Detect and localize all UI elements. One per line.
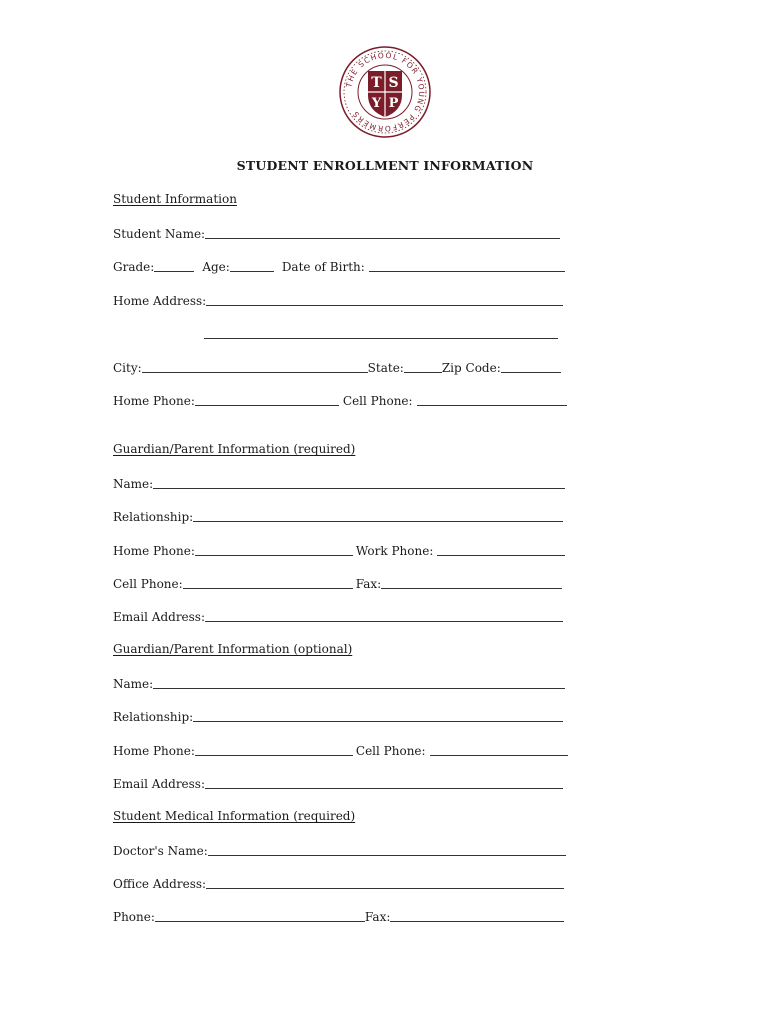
svg-text:P: P [388, 96, 399, 111]
guardian-optional-heading: Guardian/Parent Information (optional) [113, 642, 353, 656]
medical-heading: Student Medical Information (required) [113, 809, 356, 823]
student-home-phone-label: Home Phone: [113, 394, 195, 408]
svg-text:Y: Y [371, 96, 382, 111]
guardian2-home-phone-label: Home Phone: [113, 744, 195, 758]
guardian1-email-label: Email Address: [113, 610, 206, 624]
city-label: City: [113, 361, 142, 375]
home-address-line2-field[interactable] [204, 338, 558, 339]
guardian2-cell-phone-field[interactable] [430, 755, 568, 756]
medical-phone-label: Phone: [113, 910, 155, 924]
guardian2-relationship-field[interactable] [193, 721, 563, 722]
zip-field[interactable] [501, 372, 561, 373]
home-address-row [113, 289, 563, 309]
state-field[interactable] [404, 372, 442, 373]
school-logo [338, 45, 432, 139]
dob-label: Date of Birth: [281, 260, 365, 274]
home-address-field[interactable] [206, 305, 563, 306]
student-name-field[interactable] [205, 238, 560, 239]
guardian1-phones-row [113, 539, 565, 559]
guardian1-cell-phone-label: Cell Phone: [113, 577, 183, 591]
form-title: STUDENT ENROLLMENT INFORMATION [236, 158, 534, 173]
guardian1-name-field[interactable] [153, 488, 565, 489]
student-info-heading: Student Information [113, 192, 237, 206]
guardian2-email-field[interactable] [205, 788, 563, 789]
doctor-name-label: Doctor's Name: [113, 844, 208, 858]
grade-age-dob-row [113, 255, 565, 275]
age-label: Age: [202, 260, 230, 274]
guardian1-relationship-row [113, 505, 563, 525]
guardian1-email-row [113, 605, 563, 625]
grade-label: Grade: [113, 260, 155, 274]
guardian2-name-row [113, 672, 565, 692]
guardian1-relationship-field[interactable] [193, 521, 563, 522]
guardian1-relationship-label: Relationship: [113, 510, 194, 524]
guardian1-work-phone-label: Work Phone: [355, 544, 434, 558]
guardian1-cell-phone-field[interactable] [183, 588, 353, 589]
office-address-field[interactable] [206, 888, 564, 889]
svg-text:T: T [371, 75, 382, 91]
home-address-line2-row [204, 322, 558, 342]
guardian1-fax-field[interactable] [381, 588, 562, 589]
medical-phone-fax-row [113, 905, 564, 925]
doctor-name-row [113, 839, 566, 859]
home-address-label: Home Address: [113, 294, 207, 308]
guardian1-fax-label: Fax: [355, 577, 382, 591]
guardian1-home-phone-field[interactable] [195, 555, 353, 556]
school-seal-icon [338, 45, 432, 139]
guardian2-home-phone-field[interactable] [195, 755, 353, 756]
grade-field[interactable] [154, 271, 194, 272]
city-field[interactable] [142, 372, 368, 373]
guardian2-phones-row [113, 739, 568, 759]
guardian1-cell-fax-row [113, 572, 562, 592]
medical-fax-label: Fax: [364, 910, 391, 924]
dob-field[interactable] [369, 271, 565, 272]
zip-label: Zip Code: [441, 361, 501, 375]
guardian1-home-phone-label: Home Phone: [113, 544, 195, 558]
guardian2-email-label: Email Address: [113, 777, 206, 791]
age-field[interactable] [230, 271, 274, 272]
state-label: State: [367, 361, 404, 375]
svg-text:THE SCHOOL FOR YOUNG PERFORMER: THE SCHOOL FOR YOUNG PERFORMERS [344, 50, 427, 134]
guardian1-work-phone-field[interactable] [437, 555, 565, 556]
student-cell-phone-field[interactable] [417, 405, 567, 406]
student-phones-row [113, 389, 567, 409]
medical-fax-field[interactable] [390, 921, 564, 922]
student-cell-phone-label: Cell Phone: [342, 394, 413, 408]
guardian1-name-row [113, 472, 565, 492]
guardian-required-heading: Guardian/Parent Information (required) [113, 442, 356, 456]
office-address-row [113, 872, 564, 892]
guardian2-name-label: Name: [113, 677, 154, 691]
guardian1-email-field[interactable] [205, 621, 563, 622]
guardian2-cell-phone-label: Cell Phone: [355, 744, 426, 758]
medical-phone-field[interactable] [155, 921, 365, 922]
city-state-zip-row [113, 356, 561, 376]
student-name-label: Student Name: [113, 227, 206, 241]
student-home-phone-field[interactable] [195, 405, 339, 406]
guardian1-name-label: Name: [113, 477, 154, 491]
svg-text:S: S [388, 75, 399, 91]
office-address-label: Office Address: [113, 877, 207, 891]
student-name-row [113, 222, 560, 242]
guardian2-relationship-label: Relationship: [113, 710, 194, 724]
guardian2-email-row [113, 772, 563, 792]
doctor-name-field[interactable] [208, 855, 566, 856]
guardian2-name-field[interactable] [153, 688, 565, 689]
guardian2-relationship-row [113, 705, 563, 725]
